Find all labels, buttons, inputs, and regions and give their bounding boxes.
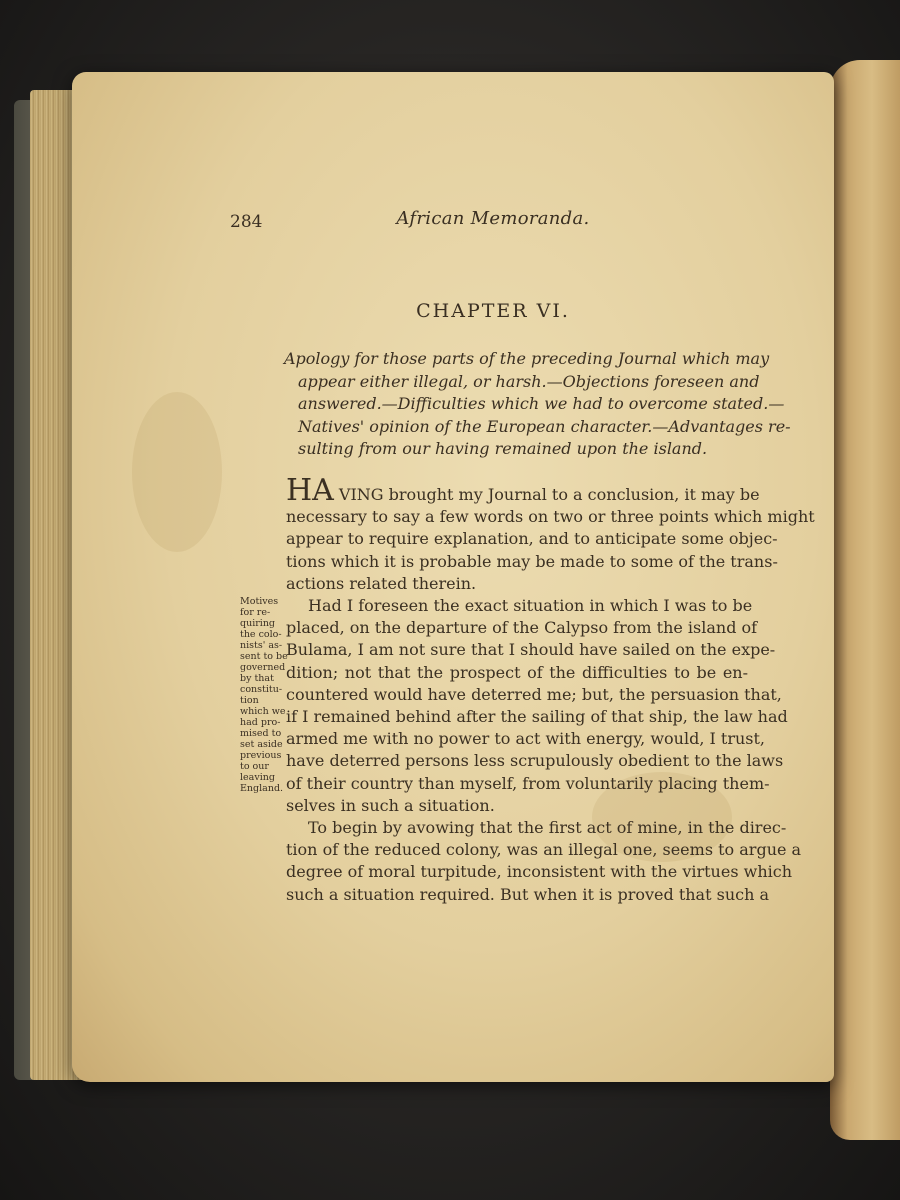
argument-line: sulting from our having remained upon the island.	[298, 439, 708, 458]
body-line: such a situation required. But when it is proved that such a	[286, 884, 770, 904]
body-line: tions which it is probable may be made to some of the trans-	[286, 551, 778, 571]
marginal-note-line: which we	[240, 706, 286, 717]
body-line: armed me with no power to act with energy, would, I trust,	[286, 729, 766, 749]
body-line: of their country than myself, from voluntarily placing them-	[286, 773, 770, 793]
chapter-title: CHAPTER VI.	[416, 300, 570, 322]
argument-line: Natives' opinion of the European character.—Advantages re-	[298, 416, 791, 436]
body-line: Had I foreseen the exact situation in which I was to be	[308, 596, 753, 616]
paragraph-first-line	[286, 473, 760, 508]
marginal-note-line: tion	[240, 695, 259, 706]
marginal-note-line: to our	[240, 761, 269, 772]
marginal-note-line: the colo-	[240, 629, 282, 640]
argument-line: answered.—Difficulties which we had to overcome stated.—	[298, 394, 785, 413]
body-line: actions related therein.	[286, 573, 477, 593]
facing-page-edge	[830, 60, 900, 1140]
marginal-note-line: nists' as-	[240, 640, 283, 651]
body-line: appear to require explanation, and to anticipate some objec-	[286, 529, 778, 549]
body-line: placed, on the departure of the Calypso from the island of	[286, 618, 758, 638]
body-line: Bulama, I am not sure that I should have sailed on the expe-	[286, 640, 776, 660]
marginal-note-line: previous	[240, 750, 282, 761]
marginal-note-line: had pro-	[240, 717, 281, 728]
marginal-note-line: England.	[240, 783, 284, 794]
drop-cap: HA	[286, 473, 334, 508]
marginal-note-line: leaving	[240, 772, 275, 783]
marginal-note	[240, 596, 288, 794]
argument-line: Apology for those parts of the preceding Journal which may	[284, 349, 770, 368]
marginal-note-line: Motives	[240, 596, 279, 607]
first-line-text: VING brought my Journal to a conclusion, it may be	[338, 485, 760, 504]
body-line: dition; not that the prospect of the difficulties to be en-	[286, 662, 748, 682]
body-line: if I remained behind after the sailing of that ship, the law had	[286, 707, 788, 727]
marginal-note-line: governed	[240, 662, 286, 673]
body-line: countered would have deterred me; but, the persuasion that,	[286, 684, 782, 704]
body-text	[286, 473, 815, 906]
marginal-note-line: set aside	[240, 739, 283, 750]
paper-stain	[132, 392, 222, 552]
book-page	[72, 72, 834, 1082]
argument-line: appear either illegal, or harsh.—Objections foreseen and	[298, 371, 760, 391]
body-line: have deterred persons less scrupulously obedient to the laws	[286, 751, 784, 771]
marginal-note-line: constitu-	[240, 684, 283, 695]
body-line: selves in such a situation.	[286, 795, 495, 815]
body-line: To begin by avowing that the first act of mine, in the direc-	[308, 818, 787, 838]
chapter-argument	[284, 348, 791, 461]
running-head: African Memoranda.	[396, 208, 590, 229]
marginal-note-line: for re-	[240, 607, 271, 618]
body-line: degree of moral turpitude, inconsistent with the virtues which	[286, 862, 793, 882]
marginal-note-line: sent to be	[240, 651, 288, 662]
marginal-note-line: quiring	[240, 618, 276, 629]
marginal-note-line: by that	[240, 673, 274, 684]
marginal-note-line: mised to	[240, 728, 282, 739]
body-line: tion of the reduced colony, was an illegal one, seems to argue a	[286, 840, 802, 860]
page-number: 284	[230, 212, 263, 232]
body-line: necessary to say a few words on two or three points which might	[286, 507, 815, 527]
